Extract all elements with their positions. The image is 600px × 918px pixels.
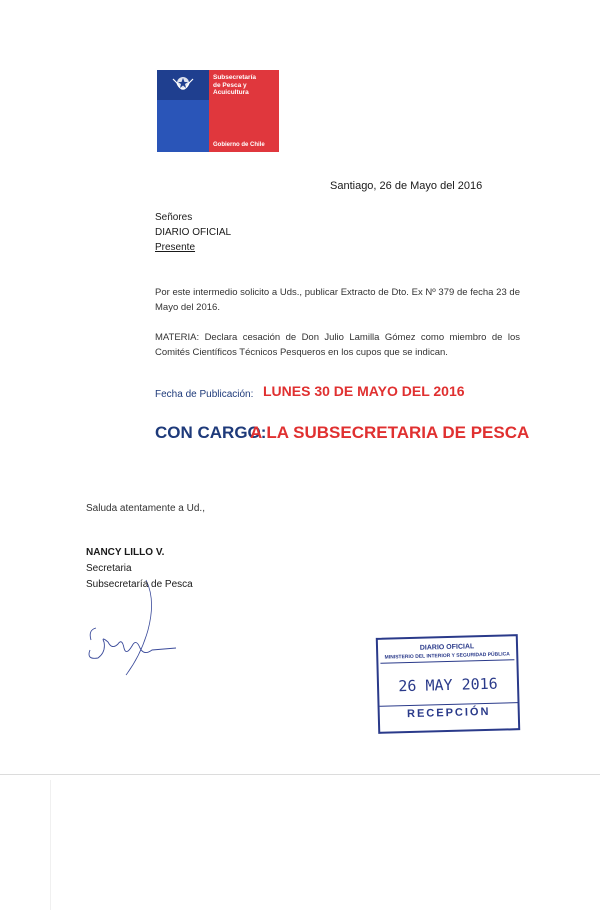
materia-paragraph: MATERIA: Declara cesación de Don Julio Lamilla Gómez como miembro de los Comités Científicos Técnicos Pesqueros en los cupos que se indican. — [155, 332, 520, 358]
page-divider — [0, 774, 600, 775]
stamp-title: DIARIO OFICIAL — [419, 643, 475, 652]
reception-stamp — [377, 636, 520, 732]
body-paragraph: Por este intermedio solicito a Uds., publicar Extracto de Dto. Ex Nº 379 de fecha 23 de Mayo del 2016. — [155, 287, 520, 313]
signatory-office: Subsecretaría de Pesca — [86, 579, 193, 590]
publication-label: Fecha de Publicación: — [155, 389, 254, 400]
letter-date: Santiago, 26 de Mayo del 2016 — [330, 180, 483, 192]
addressee-line: DIARIO OFICIAL — [155, 227, 232, 238]
closing-text: Saluda atentamente a Ud., — [86, 503, 205, 514]
logo-government: Gobierno de Chile — [213, 142, 265, 148]
signatory-title: Secretaria — [86, 563, 132, 574]
cargo-value: A LA SUBSECRETARIA DE PESCA — [250, 423, 530, 442]
addressee-line: Presente — [155, 242, 196, 253]
stamp-label: RECEPCIÓN — [380, 702, 518, 721]
logo-agency-name: Subsecretaría de Pesca y Acuicultura — [213, 74, 256, 96]
coat-of-arms-icon — [157, 70, 209, 100]
signatory-name: NANCY LILLO V. — [86, 547, 165, 558]
scan-mark — [50, 780, 51, 910]
publication-date: LUNES 30 DE MAYO DEL 2016 — [263, 383, 465, 399]
stamp-date: 26 MAY 2016 — [398, 674, 498, 696]
cargo-label: CON CARGO: — [155, 423, 267, 442]
government-logo — [157, 70, 279, 152]
stamp-subtitle: MINISTERIO DEL INTERIOR Y SEGURIDAD PÚBLICA — [380, 651, 514, 664]
addressee-line: Señores — [155, 212, 193, 223]
